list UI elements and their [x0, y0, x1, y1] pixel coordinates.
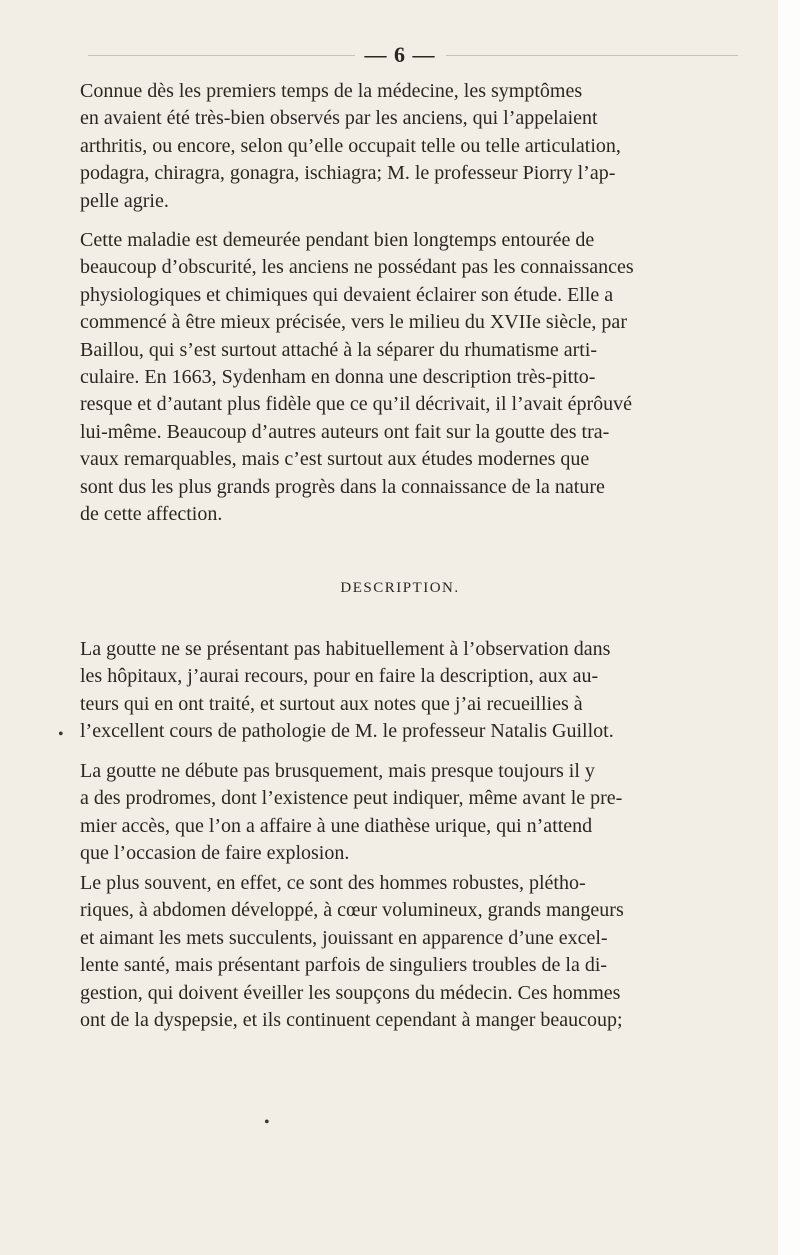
text-line: a des prodromes, dont l’existence peut indiquer, même avant le pre-	[80, 787, 623, 810]
text-line: arthritis, ou encore, selon qu’elle occupait telle ou telle articulation,	[80, 134, 621, 157]
paragraph-2	[80, 227, 738, 528]
text-line: culaire. En 1663, Sydenham en donna une description très-pitto-	[80, 366, 596, 389]
page-number	[0, 42, 800, 68]
text-line: ont de la dyspepsie, et ils continuent cependant à manger beaucoup;	[80, 1009, 623, 1032]
paragraph-3	[80, 636, 738, 746]
text-line: physiologiques et chimiques qui devaient éclairer son étude. Elle a	[80, 283, 614, 306]
text-line: beaucoup d’obscurité, les anciens ne possédant pas les connaissances	[80, 256, 634, 279]
section-heading: DESCRIPTION.	[340, 580, 460, 596]
text-line: lui-même. Beaucoup d’autres auteurs ont fait sur la goutte des tra-	[80, 420, 610, 443]
text-line: commencé à être mieux précisée, vers le milieu du XVIIe siècle, par	[80, 311, 627, 334]
text-line: l’excellent cours de pathologie de M. le professeur Natalis Guillot.	[80, 720, 614, 743]
text-line: vaux remarquables, mais c’est surtout aux études modernes que	[80, 448, 590, 471]
page-number-text: — 6 —	[355, 42, 446, 67]
text-line: pelle agrie.	[80, 189, 169, 212]
text-line: que l’occasion de faire explosion.	[80, 842, 350, 865]
text-line: podagra, chiragra, gonagra, ischiagra; M. le professeur Piorry l’ap-	[80, 162, 616, 185]
text-line: Le plus souvent, en effet, ce sont des hommes robustes, plétho-	[80, 872, 586, 894]
text-line: gestion, qui doivent éveiller les soupçons du médecin. Ces hommes	[80, 981, 621, 1004]
ink-speck: •	[264, 1114, 270, 1131]
text-line: mier accès, que l’on a affaire à une diathèse urique, qui n’attend	[80, 814, 593, 837]
text-line: Cette maladie est demeurée pendant bien longtemps entourée de	[80, 229, 595, 251]
text-line: lente santé, mais présentant parfois de singuliers troubles de la di-	[80, 954, 608, 977]
text-line: les hôpitaux, j’aurai recours, pour en faire la description, aux au-	[80, 665, 599, 688]
text-line: Connue dès les premiers temps de la médecine, les symptômes	[80, 80, 583, 102]
ink-speck: •	[58, 726, 64, 743]
paragraph-1	[80, 78, 738, 215]
text-line: et aimant les mets succulents, jouissant en apparence d’une excel-	[80, 926, 608, 949]
scan-margin	[778, 0, 800, 1255]
text-line: riques, à abdomen développé, à cœur volumineux, grands mangeurs	[80, 899, 624, 922]
text-line: teurs qui en ont traité, et surtout aux notes que j’ai recueillies à	[80, 692, 583, 715]
text-line: La goutte ne débute pas brusquement, mais presque toujours il y	[80, 760, 595, 782]
text-line: Baillou, qui s’est surtout attaché à la séparer du rhumatisme arti-	[80, 338, 598, 361]
paragraph-4	[80, 758, 738, 868]
paragraph-5	[80, 870, 738, 1034]
text-line: La goutte ne se présentant pas habituellement à l’observation dans	[80, 638, 611, 660]
text-line: resque et d’autant plus fidèle que ce qu’il décrivait, il l’avait éprôuvé	[80, 393, 633, 416]
text-line: de cette affection.	[80, 503, 223, 526]
text-line: en avaient été très-bien observés par les anciens, qui l’appelaient	[80, 107, 598, 130]
text-line: sont dus les plus grands progrès dans la connaissance de la nature	[80, 475, 605, 498]
